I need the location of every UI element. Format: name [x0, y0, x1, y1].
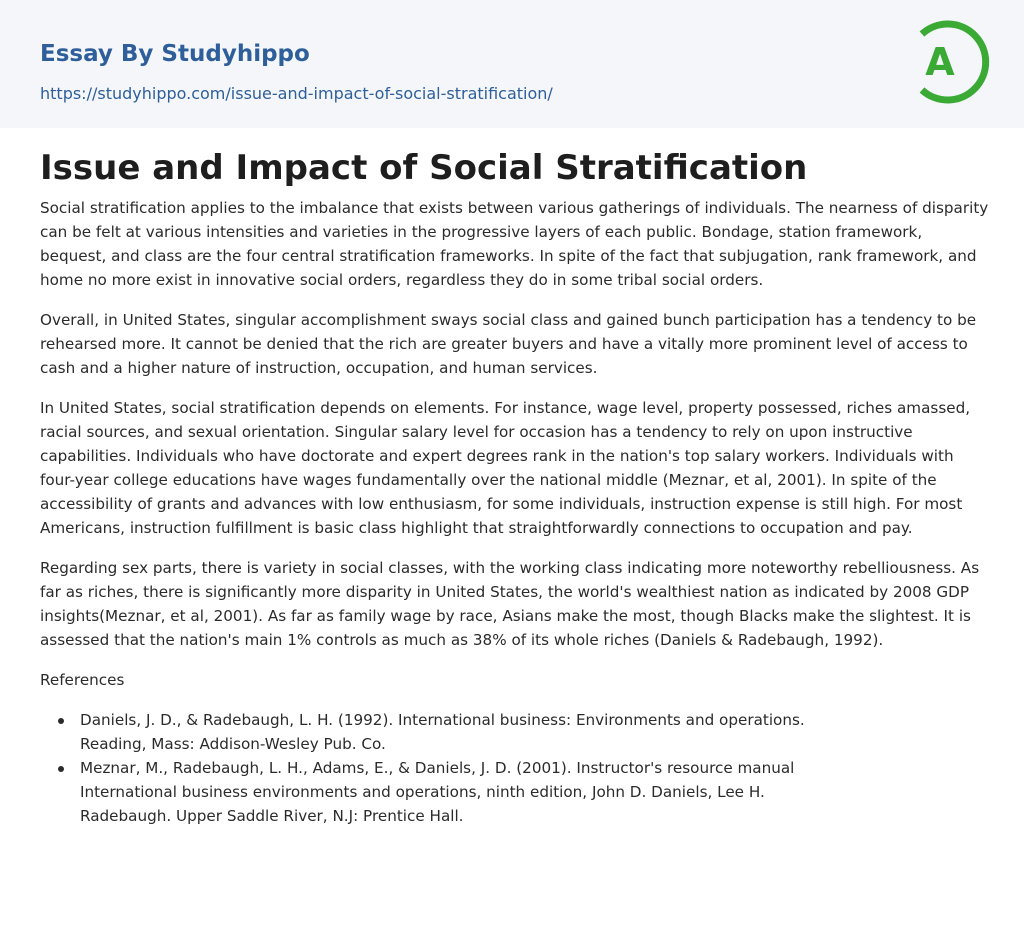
- brand-link[interactable]: Essay By Studyhippo: [40, 41, 310, 67]
- paragraph-1: Social stratification applies to the imbalance that exists between various gatherings of individuals. The nearness of disparity can be felt at various intensities and varieties in the progressive layers of each public. Bondage, station framework, bequest, and class are the four central stratification frameworks. In spite of the fact that subjugation, rank framework, and home no more exist in innovative social orders, regardless they do in some tribal social orders.: [40, 199, 989, 289]
- studyhippo-logo[interactable]: [906, 17, 990, 107]
- article: [40, 140, 990, 828]
- reference-item: Daniels, J. D., & Radebaugh, L. H. (1992). International business: Environments and operations. Reading, Mass: Addison-Wesley Pub. Co.: [80, 708, 820, 756]
- logo-icon: [906, 17, 990, 107]
- paragraph-3: In United States, social stratification depends on elements. For instance, wage level, property possessed, riches amassed, racial sources, and sexual orientation. Singular salary level for occasion has a tendency to rely on upon instructive capabilities. Individuals who have doctorate and expert degrees rank in the nation's top salary workers. Individuals with four-year college educations have wages fundamentally over the national middle (Meznar, et al, 2001). In spite of the accessibility of grants and advances with low enthusiasm, for some individuals, instruction expense is still high. For most Americans, instruction fulfillment is basic class highlight that straightforwardly connections to occupation and pay.: [40, 399, 971, 537]
- site-header: [0, 0, 1024, 128]
- logo-letter: A: [925, 40, 955, 84]
- paragraph-4: Regarding sex parts, there is variety in social classes, with the working class indicating more noteworthy rebelliousness. As far as riches, there is significantly more disparity in United States, the world's wealthiest nation as indicated by 2008 GDP insights(Meznar, et al, 2001). As far as family wage by race, Asians make the most, though Blacks make the slightest. It is assessed that the nation's main 1% controls as much as 38% of its whole riches (Daniels & Radebaugh, 1992).: [40, 559, 980, 649]
- paragraph-2: Overall, in United States, singular accomplishment sways social class and gained bunch participation has a tendency to be rehearsed more. It cannot be denied that the rich are greater buyers and have a vitally more prominent level of access to cash and a higher nature of instruction, occupation, and human services.: [40, 311, 977, 377]
- reference-item: Meznar, M., Radebaugh, L. H., Adams, E., & Daniels, J. D. (2001). Instructor's resource manual International business environments and operations, ninth edition, John D. Daniels, Lee H. Radebaugh. Upper Saddle River, N.J: Prentice Hall.: [80, 756, 820, 828]
- references-list: [40, 708, 990, 828]
- references-heading: References: [40, 671, 125, 689]
- page-url-link[interactable]: https://studyhippo.com/issue-and-impact-of-social-stratification/: [40, 84, 553, 103]
- page-title: Issue and Impact of Social Stratification: [40, 148, 808, 188]
